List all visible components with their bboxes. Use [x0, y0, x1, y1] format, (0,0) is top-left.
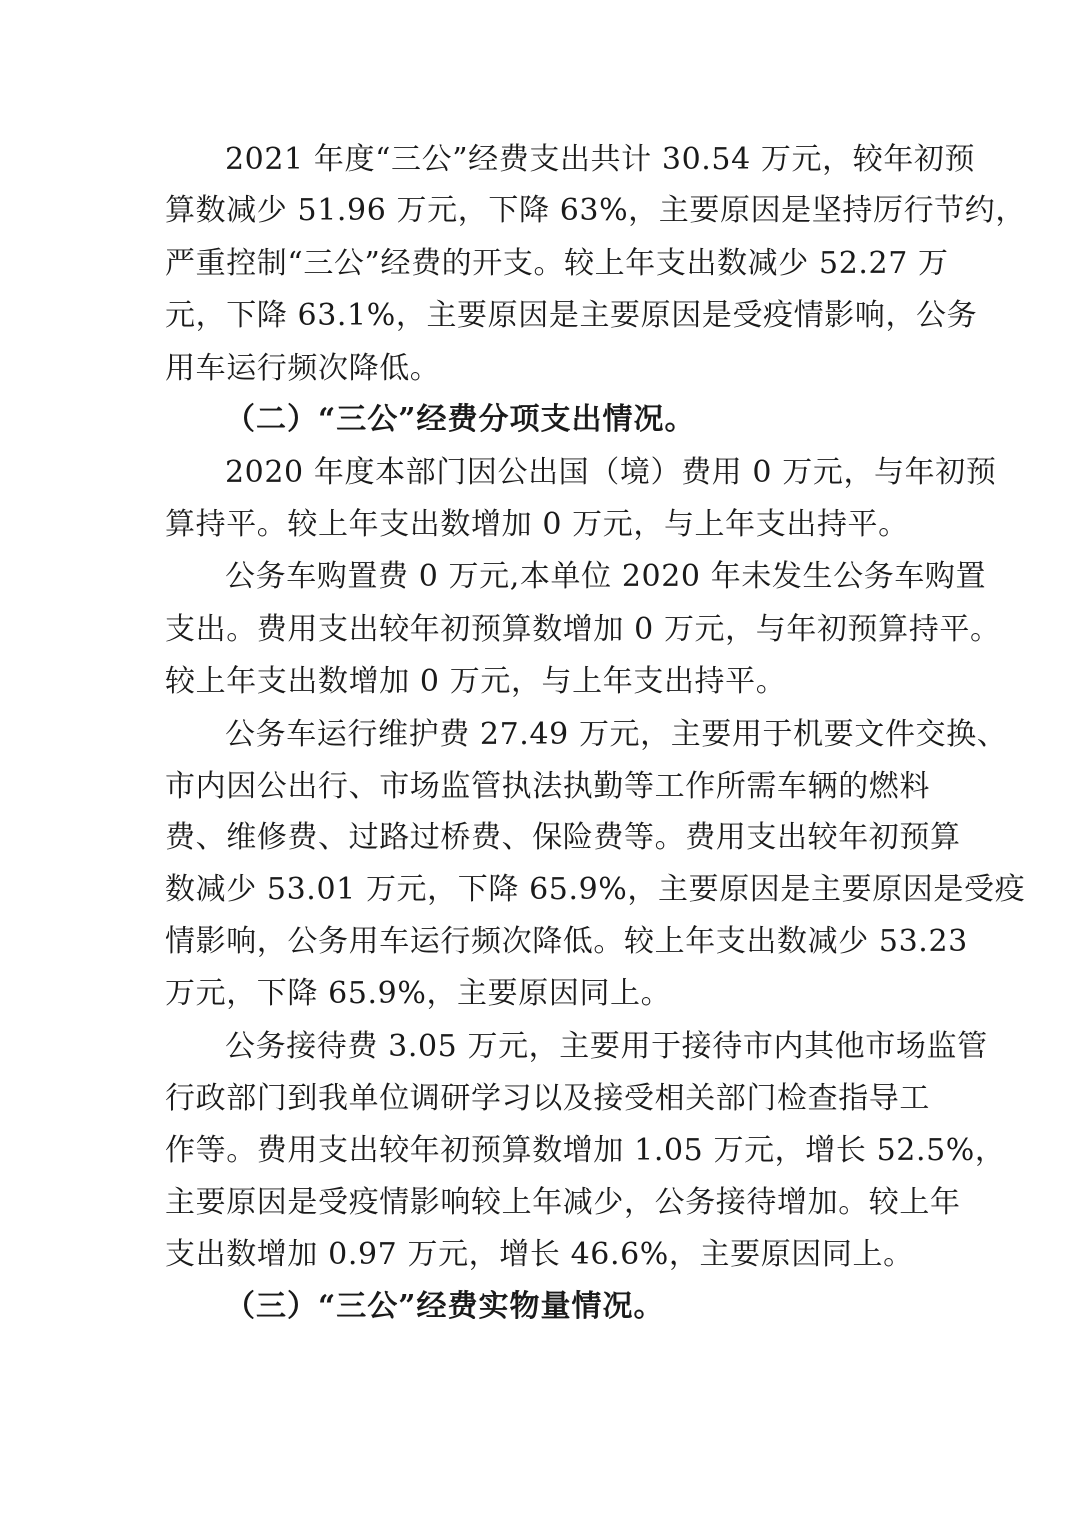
- section-heading-3: （三）“三公”经费实物量情况。: [225, 1289, 665, 1324]
- paragraph-5-line-3: 作等。费用支出较年初预算数增加 1.05 万元，增长 52.5%，: [165, 1133, 1006, 1168]
- paragraph-5-line-5: 支出数增加 0.97 万元，增长 46.6%，主要原因同上。: [165, 1237, 914, 1272]
- paragraph-4-line-2: 市内因公出行、市场监管执法执勤等工作所需车辆的燃料: [165, 769, 930, 804]
- paragraph-4-line-4: 数减少 53.01 万元，下降 65.9%，主要原因是主要原因是受疫: [165, 872, 1026, 907]
- paragraph-4-line-3: 费、维修费、过路过桥费、保险费等。费用支出较年初预算: [165, 820, 961, 855]
- paragraph-3-line-3: 较上年支出数增加 0 万元，与上年支出持平。: [165, 664, 787, 699]
- paragraph-4-line-6: 万元，下降 65.9%，主要原因同上。: [165, 976, 672, 1011]
- paragraph-1-line-2: 算数减少 51.96 万元，下降 63%，主要原因是坚持厉行节约，: [165, 193, 1026, 228]
- paragraph-1-line-5: 用车运行频次降低。: [165, 351, 441, 386]
- paragraph-2-line-1: 2020 年度本部门因公出国（境）费用 0 万元，与年初预: [225, 455, 997, 490]
- paragraph-1-line-4: 元，下降 63.1%，主要原因是主要原因是受疫情影响，公务: [165, 298, 978, 333]
- paragraph-3-line-2: 支出。费用支出较年初预算数增加 0 万元，与年初预算持平。: [165, 612, 1001, 647]
- paragraph-5-line-1: 公务接待费 3.05 万元，主要用于接待市内其他市场监管: [225, 1029, 988, 1064]
- paragraph-2-line-2: 算持平。较上年支出数增加 0 万元，与上年支出持平。: [165, 507, 909, 542]
- section-heading-2: （二）“三公”经费分项支出情况。: [225, 402, 696, 437]
- paragraph-3-line-1: 公务车购置费 0 万元,本单位 2020 年未发生公务车购置: [225, 559, 987, 594]
- paragraph-4-line-5: 情影响，公务用车运行频次降低。较上年支出数减少 53.23: [165, 924, 968, 959]
- paragraph-5-line-2: 行政部门到我单位调研学习以及接受相关部门检查指导工: [165, 1081, 930, 1116]
- paragraph-1-line-3: 严重控制“三公”经费的开支。较上年支出数减少 52.27 万: [165, 246, 949, 281]
- paragraph-5-line-4: 主要原因是受疫情影响较上年减少，公务接待增加。较上年: [165, 1185, 961, 1220]
- paragraph-1-line-1: 2021 年度“三公”经费支出共计 30.54 万元，较年初预: [225, 142, 976, 177]
- paragraph-4-line-1: 公务车运行维护费 27.49 万元，主要用于机要文件交换、: [225, 717, 1008, 752]
